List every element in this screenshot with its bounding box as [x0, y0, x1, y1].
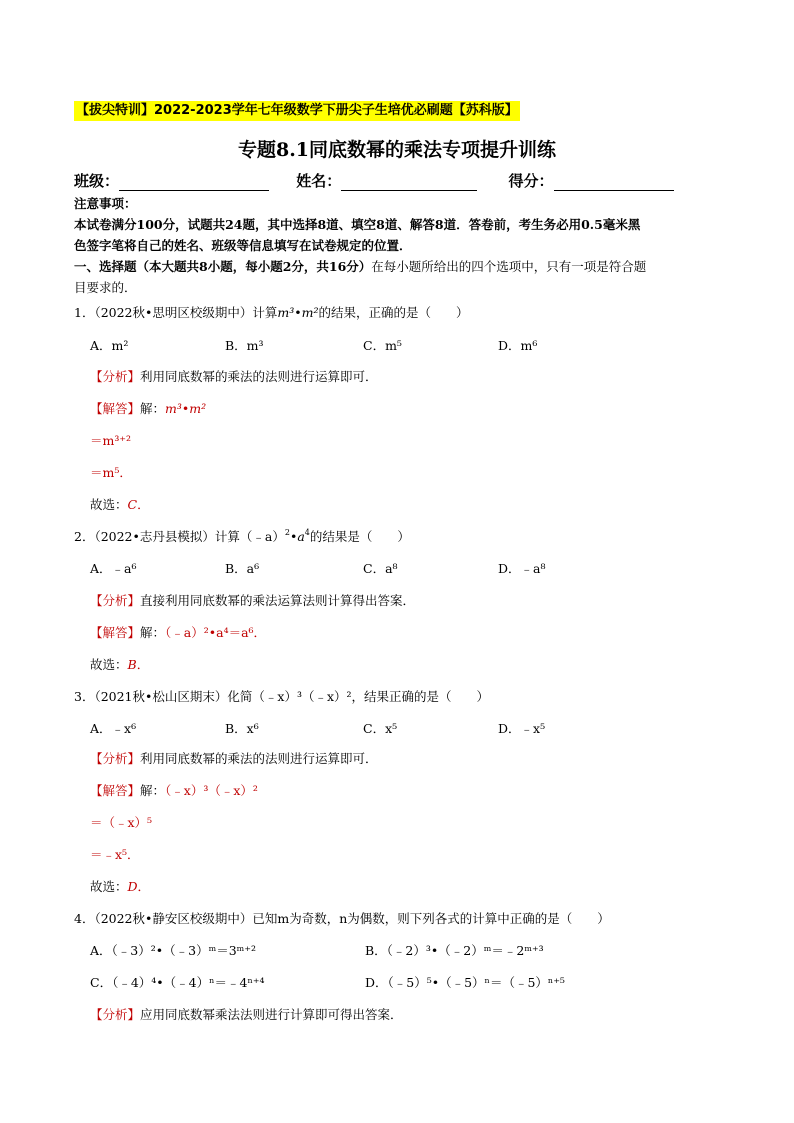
- answer-tag: 【解答】: [90, 401, 141, 416]
- q1-choice: 故选：C．: [90, 497, 150, 512]
- q2-choice-value: B: [127, 657, 137, 672]
- q4-stem: 4．（2022秋•静安区校级期中）已知m为奇数，n为偶数，则下列各式的计算中正确的是（ ）: [74, 911, 610, 926]
- q2-stem: 2．（2022•志丹县模拟）计算$(﹣a)^2•a^4$的结果是（ ）: [74, 527, 410, 544]
- q2-answer: [90, 622, 740, 643]
- q3-choice: 故选：D．: [90, 879, 151, 894]
- q1-option-a[interactable]: A．m²: [90, 338, 129, 353]
- jie-label: 解：: [140, 783, 166, 798]
- section-title: 一、选择题（本大题共8小题，每小题2分，共16分）: [74, 259, 372, 274]
- q3-analysis: [90, 748, 740, 769]
- answer-tag: 【解答】: [90, 783, 141, 798]
- q1-step-1: ＝m³⁺²: [90, 433, 131, 448]
- q2-stem-text: 2．（2022•志丹县模拟）计算（﹣a）: [74, 529, 285, 544]
- q3-analysis-text: 利用同底数幂的乘法的法则进行运算即可．: [140, 751, 378, 766]
- class-label: 班级：: [74, 172, 120, 190]
- q3-option-d[interactable]: D．﹣x⁵: [498, 721, 546, 736]
- student-info-fields: [74, 170, 674, 192]
- q1-analysis: [90, 366, 740, 387]
- q1-option-d[interactable]: D．m⁶: [498, 338, 538, 353]
- jie-label: 解：: [140, 401, 166, 416]
- q2-option-d[interactable]: D．﹣a⁸: [498, 561, 546, 576]
- choose-label: 故选：: [90, 879, 128, 894]
- q1-expression: m³•m²: [277, 305, 319, 320]
- q2-answer-expr: （﹣a）²•a⁴＝a⁶．: [165, 625, 267, 640]
- q3-options: [90, 718, 740, 739]
- q4-option-a[interactable]: A．（﹣3）²•（﹣3）ᵐ＝3ᵐ⁺²: [90, 943, 256, 958]
- q3-answer-expr: （﹣x）³（﹣x）²: [165, 783, 258, 798]
- q4-option-c[interactable]: C．（﹣4）⁴•（﹣4）ⁿ＝﹣4ⁿ⁺⁴: [90, 975, 265, 990]
- q4-options-row-2: [90, 972, 740, 993]
- q1-step-2: ＝m⁵．: [90, 465, 132, 480]
- q1-stem: [74, 302, 724, 323]
- q2-stem-tail: 的结果是（ ）: [309, 529, 410, 544]
- q4-option-d[interactable]: D．（﹣5）⁵•（﹣5）ⁿ＝（﹣5）ⁿ⁺⁵: [365, 975, 565, 990]
- q2-analysis: [90, 590, 740, 611]
- series-banner: 【拔尖特训】2022-2023学年七年级数学下册尖子生培优必刷题【苏科版】: [74, 101, 520, 121]
- analysis-tag: 【分析】: [90, 593, 141, 608]
- q1-answer-expr: m³•m²: [165, 401, 207, 416]
- q3-option-c[interactable]: C．x⁵: [363, 721, 398, 736]
- jie-label: 解：: [140, 625, 166, 640]
- name-blank[interactable]: [341, 174, 477, 191]
- score-label: 得分：: [508, 172, 554, 190]
- q2-analysis-text: 直接利用同底数幂的乘法运算法则计算得出答案．: [140, 593, 416, 608]
- choose-label: 故选：: [90, 657, 128, 672]
- section-desc-2: 目要求的．: [74, 280, 137, 295]
- class-blank[interactable]: [119, 174, 269, 191]
- q2-options: [90, 558, 740, 579]
- q3-answer: [90, 780, 740, 801]
- q4-analysis-text: 应用同底数幂乘法法则进行计算即可得出答案．: [140, 1007, 403, 1022]
- q3-step-2: ＝﹣x⁵．: [90, 847, 140, 862]
- page-title: 专题8.1同底数幂的乘法专项提升训练: [237, 139, 557, 161]
- score-blank[interactable]: [554, 174, 674, 191]
- q1-analysis-text: 利用同底数幂的乘法的法则进行运算即可．: [140, 369, 378, 384]
- section-desc: 在每小题所给出的四个选项中，只有一项是符合题: [371, 259, 647, 274]
- name-label: 姓名：: [296, 172, 342, 190]
- choose-label: 故选：: [90, 497, 128, 512]
- notes-line-1: 本试卷满分100分，试题共24题，其中选择8道、填空8道、解答8道．答卷前，考生务必用0.5毫米黑: [74, 217, 641, 232]
- q1-stem-tail: 的结果，正确的是（ ）: [318, 305, 469, 320]
- q1-option-b[interactable]: B．m³: [225, 338, 264, 353]
- q3-option-a[interactable]: A．﹣x⁶: [90, 721, 137, 736]
- analysis-tag: 【分析】: [90, 369, 141, 384]
- q2-option-b[interactable]: B．a⁶: [225, 561, 260, 576]
- q1-stem-text: 1．（2022秋•思明区校级期中）计算: [74, 305, 278, 320]
- answer-tag: 【解答】: [90, 625, 141, 640]
- q1-options: [90, 335, 740, 356]
- analysis-tag: 【分析】: [90, 1007, 141, 1022]
- q2-option-c[interactable]: C．a⁸: [363, 561, 398, 576]
- section-heading: [74, 256, 724, 277]
- q4-option-b[interactable]: B．（﹣2）³•（﹣2）ᵐ＝﹣2ᵐ⁺³: [365, 943, 544, 958]
- q2-choice: 故选：B．: [90, 657, 150, 672]
- q1-option-c[interactable]: C．m⁵: [363, 338, 402, 353]
- analysis-tag: 【分析】: [90, 751, 141, 766]
- q3-choice-value: D: [127, 879, 138, 894]
- q3-option-b[interactable]: B．x⁶: [225, 721, 259, 736]
- q3-step-1: ＝（﹣x）⁵: [90, 815, 153, 830]
- notes-line-2: 色签字笔将自己的姓名、班级等信息填写在试卷规定的位置．: [74, 238, 412, 253]
- q1-answer: [90, 398, 740, 419]
- q4-options-row-1: [90, 940, 740, 961]
- q3-stem: 3．（2021秋•松山区期末）化简（﹣x）³（﹣x）²，结果正确的是（ ）: [74, 689, 490, 704]
- q4-analysis: [90, 1004, 740, 1025]
- q2-option-a[interactable]: A．﹣a⁶: [90, 561, 137, 576]
- q1-choice-value: C: [127, 497, 138, 512]
- notes-heading: 注意事项：: [74, 196, 137, 211]
